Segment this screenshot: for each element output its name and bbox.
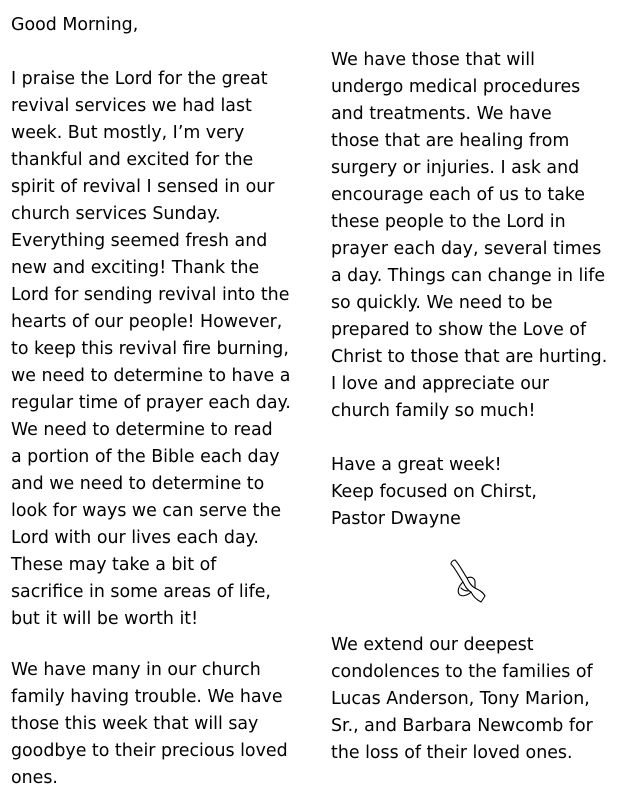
text-line: ones.	[11, 768, 58, 788]
text-line: those this week that will say	[11, 714, 259, 734]
closing-line: Have a great week!	[331, 455, 502, 475]
text-line: but it will be worth it!	[11, 609, 199, 629]
text-line: week. But mostly, I’m very	[11, 123, 245, 143]
text-line: Lord with our lives each day.	[11, 528, 259, 548]
text-line: encourage each of us to take	[331, 185, 585, 205]
text-line: so quickly. We need to be	[331, 293, 553, 313]
text-line: church family so much!	[331, 401, 536, 421]
text-line: revival services we had last	[11, 96, 252, 116]
text-line: Everything seemed fresh and	[11, 231, 268, 251]
text-line: thankful and excited for the	[11, 150, 254, 170]
text-line: and we need to determine to	[11, 474, 265, 494]
text-line: condolences to the families of	[331, 662, 593, 682]
greeting: Good Morning,	[11, 15, 139, 35]
text-line: spirit of revival I sensed in our	[11, 177, 275, 197]
text-line: Sr., and Barbara Newcomb for	[331, 716, 593, 736]
text-line: look for ways we can serve the	[11, 501, 282, 521]
text-line: We need to determine to read	[11, 420, 273, 440]
text-line: Christ to those that are hurting.	[331, 347, 608, 367]
text-line: those that are healing from	[331, 131, 570, 151]
text-line: new and exciting! Thank the	[11, 258, 260, 278]
text-line: Lucas Anderson, Tony Marion,	[331, 689, 590, 709]
text-line: We have those that will	[331, 50, 535, 70]
text-line: sacrifice in some areas of life,	[11, 582, 271, 602]
text-line: We extend our deepest	[331, 635, 534, 655]
text-line: I praise the Lord for the great	[11, 69, 268, 89]
text-line: hearts of our people! However,	[11, 312, 283, 332]
text-line: Lord for sending revival into the	[11, 285, 290, 305]
text-line: and treatments. We have	[331, 104, 552, 124]
text-line: the loss of their loved ones.	[331, 743, 573, 763]
text-line: these people to the Lord in	[331, 212, 566, 232]
text-line: a day. Things can change in life	[331, 266, 606, 286]
text-line: We have many in our church	[11, 660, 261, 680]
text-line: undergo medical procedures	[331, 77, 581, 97]
text-line: a portion of the Bible each day	[11, 447, 280, 467]
text-line: we need to determine to have a	[11, 366, 291, 386]
text-line: surgery or injuries. I ask and	[331, 158, 580, 178]
text-line: family having trouble. We have	[11, 687, 283, 707]
text-line: regular time of prayer each day.	[11, 393, 291, 413]
text-line: prepared to show the Love of	[331, 320, 587, 340]
text-line: church services Sunday.	[11, 204, 221, 224]
signature-name: Pastor Dwayne	[331, 509, 461, 529]
text-line: prayer each day, several times	[331, 239, 602, 259]
closing-line: Keep focused on Chirst,	[331, 482, 537, 502]
text-line: goodbye to their precious loved	[11, 741, 288, 761]
text-line: These may take a bit of	[11, 555, 217, 575]
text-line: to keep this revival fire burning,	[11, 339, 289, 359]
praying-hands-icon	[441, 556, 491, 606]
text-line: I love and appreciate our	[331, 374, 550, 394]
